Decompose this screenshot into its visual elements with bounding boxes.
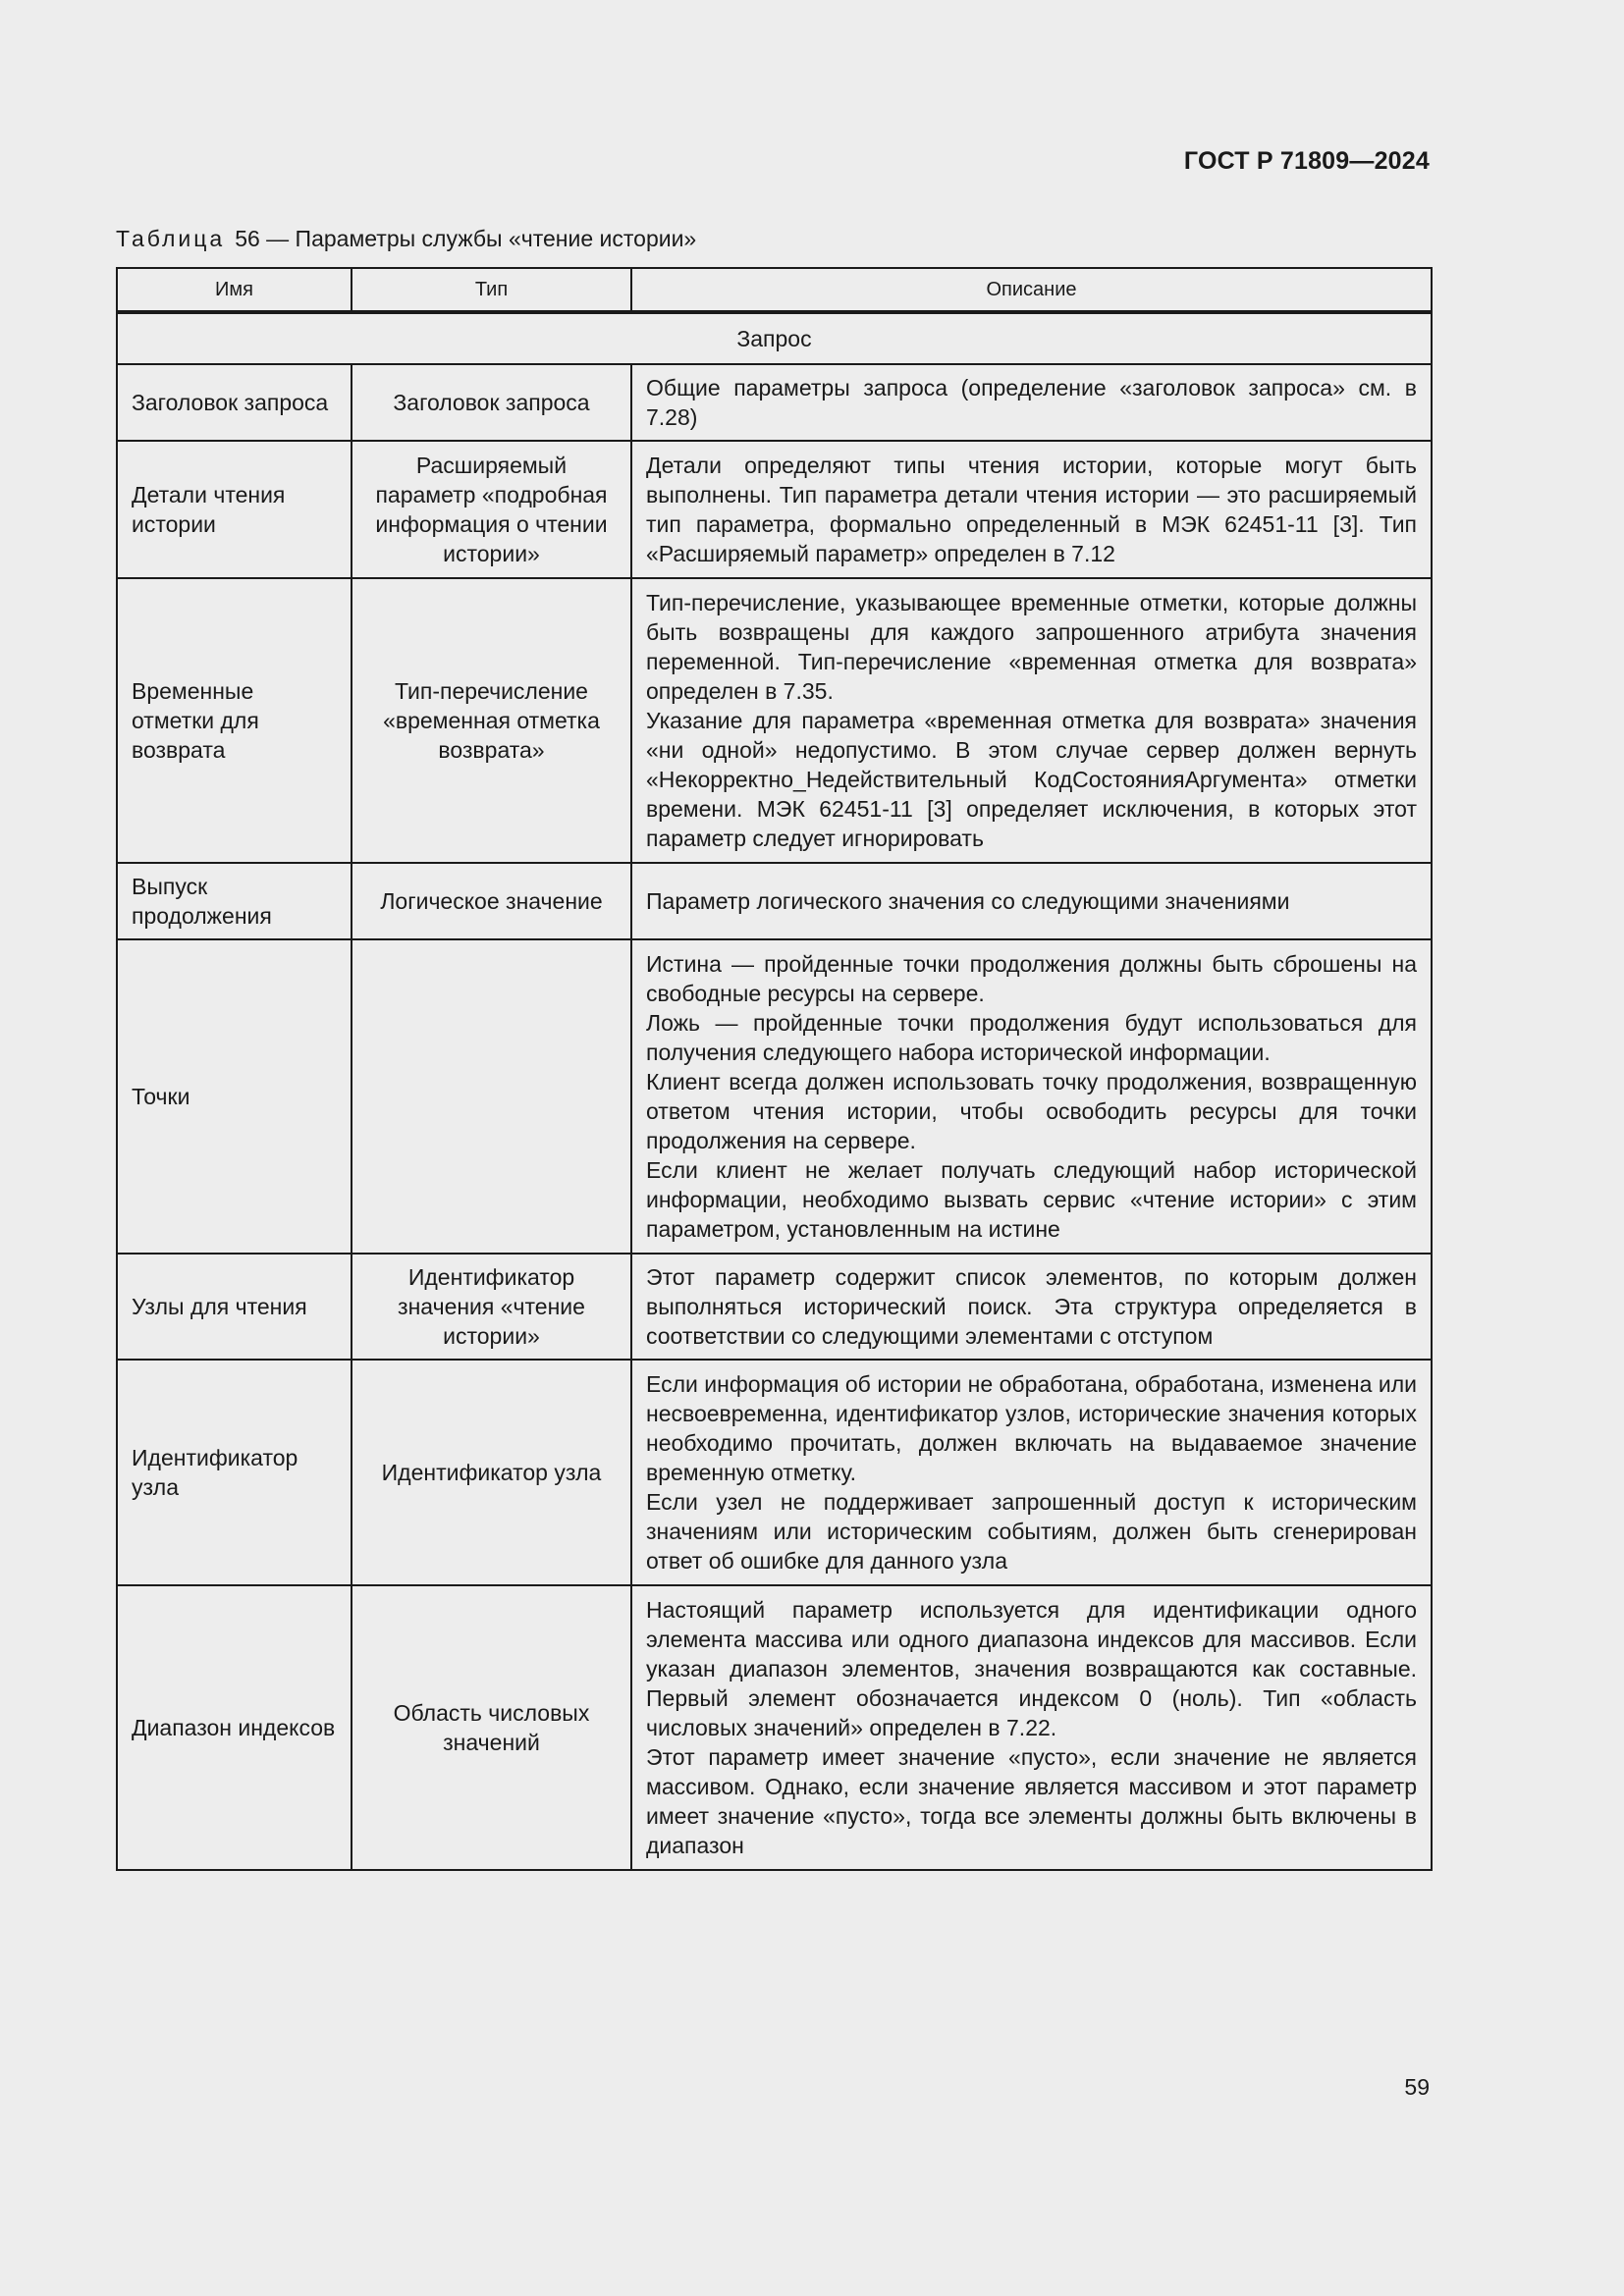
description-paragraph: Этот параметр содержит список элементов, по которым должен выполняться исторический поиск. Эта структура определяется в соответствии со следующими элементами с отступом — [646, 1264, 1417, 1349]
table-caption-prefix: Таблица — [116, 226, 226, 251]
cell-name: Заголовок запроса — [117, 364, 352, 441]
description-paragraph: Ложь — пройденные точки продолжения будут использоваться для получения следующего набора исторической информации. — [646, 1010, 1417, 1065]
description-paragraph: Общие параметры запроса (определение «заголовок запроса» см. в 7.28) — [646, 375, 1417, 430]
cell-type — [352, 939, 631, 1254]
cell-name: Диапазон индексов — [117, 1585, 352, 1870]
cell-name: Временные отметки для возврата — [117, 578, 352, 863]
cell-description — [631, 578, 1432, 863]
cell-type: Тип-перечисление «временная отметка возврата» — [352, 578, 631, 863]
parameters-table — [116, 267, 1433, 1871]
cell-type: Логическое значение — [352, 863, 631, 939]
cell-type: Заголовок запроса — [352, 364, 631, 441]
table-row — [117, 1585, 1432, 1870]
cell-description — [631, 1254, 1432, 1360]
description-paragraph: Параметр логического значения со следующими значениями — [646, 888, 1290, 914]
cell-name: Идентификатор узла — [117, 1360, 352, 1585]
cell-description — [631, 364, 1432, 441]
cell-name: Детали чтения истории — [117, 441, 352, 578]
description-paragraph: Этот параметр имеет значение «пусто», если значение не является массивом. Однако, если значение является массивом и этот параметр имеет значение «пусто», тогда все элементы должны быть включены в диапазон — [646, 1744, 1417, 1858]
section-title: Запрос — [117, 312, 1432, 364]
cell-description — [631, 863, 1432, 939]
column-header-description: Описание — [631, 268, 1432, 312]
section-row — [117, 312, 1432, 364]
table-row — [117, 1360, 1432, 1585]
cell-name: Точки — [117, 939, 352, 1254]
description-paragraph: Настоящий параметр используется для идентификации одного элемента массива или одного диапазона индексов для массивов. Если указан диапазон элементов, значения возвращаются как составные. Первый элемент обозначается индексом 0 (ноль). Тип «область числовых значений» определен в 7.22. — [646, 1597, 1417, 1740]
cell-type: Идентификатор значения «чтение истории» — [352, 1254, 631, 1360]
table-row — [117, 863, 1432, 939]
cell-type: Идентификатор узла — [352, 1360, 631, 1585]
column-header-type: Тип — [352, 268, 631, 312]
cell-description — [631, 1360, 1432, 1585]
page-number: 59 — [1404, 2074, 1430, 2100]
cell-name: Выпуск продолжения — [117, 863, 352, 939]
cell-name: Узлы для чтения — [117, 1254, 352, 1360]
description-paragraph: Детали определяют типы чтения истории, которые могут быть выполнены. Тип параметра детали чтения истории — это расширяемый тип параметра, формально определенный в МЭК 62451-11 [3]. Тип «Расширяемый параметр» определен в 7.12 — [646, 453, 1417, 566]
table-row — [117, 1254, 1432, 1360]
cell-description — [631, 1585, 1432, 1870]
description-paragraph: Истина — пройденные точки продолжения должны быть сброшены на свободные ресурсы на сервере. — [646, 951, 1417, 1006]
document-header: ГОСТ Р 71809—2024 — [1183, 147, 1430, 175]
table-header-row — [117, 268, 1432, 312]
table-caption — [116, 226, 696, 252]
description-paragraph: Если клиент не желает получать следующий набор исторической информации, необходимо вызвать сервис «чтение истории» с этим параметром, установленным на истине — [646, 1157, 1417, 1242]
description-paragraph: Тип-перечисление, указывающее временные отметки, которые должны быть возвращены для каждого запрошенного атрибута значения переменной. Тип-перечисление «временная отметка для возврата» определен в 7.35. — [646, 590, 1417, 704]
description-paragraph: Указание для параметра «временная отметка для возврата» значения «ни одной» недопустимо. В этом случае сервер должен вернуть «Некорректно_Недействительный КодСостоянияАргумента» отметки времени. МЭК 62451-11 [3] определяет исключения, в которых этот параметр следует игнорировать — [646, 708, 1417, 851]
cell-description — [631, 441, 1432, 578]
cell-description — [631, 939, 1432, 1254]
table-row — [117, 364, 1432, 441]
table-caption-text: 56 — Параметры службы «чтение истории» — [235, 226, 697, 251]
table-row — [117, 939, 1432, 1254]
table-row — [117, 578, 1432, 863]
cell-type: Расширяемый параметр «подробная информация о чтении истории» — [352, 441, 631, 578]
description-paragraph: Если информация об истории не обработана, обработана, изменена или несвоевременна, идентификатор узлов, исторические значения которых необходимо прочитать, должен включать на выдаваемое значение временную отметку. — [646, 1371, 1417, 1485]
column-header-name: Имя — [117, 268, 352, 312]
description-paragraph: Клиент всегда должен использовать точку продолжения, возвращенную ответом чтения истории, чтобы освободить ресурсы для точки продолжения на сервере. — [646, 1069, 1417, 1153]
table-row — [117, 441, 1432, 578]
cell-type: Область числовых значений — [352, 1585, 631, 1870]
description-paragraph: Если узел не поддерживает запрошенный доступ к историческим значениям или историческим событиям, должен быть сгенерирован ответ об ошибке для данного узла — [646, 1489, 1417, 1574]
